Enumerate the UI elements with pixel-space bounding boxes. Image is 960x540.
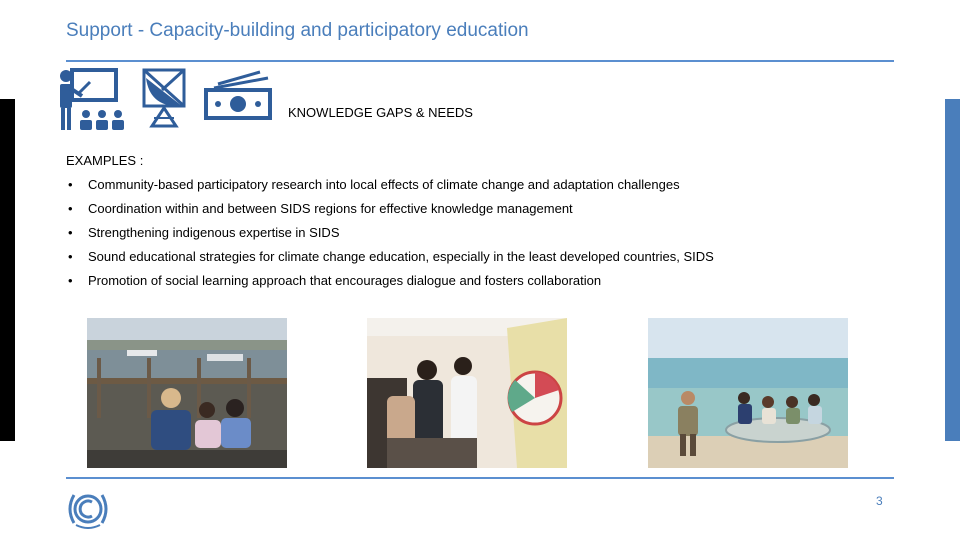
title-divider [66,60,894,62]
satellite-dish-icon [142,68,192,128]
page-number: 3 [876,494,883,508]
footer-divider [66,477,894,479]
unfccc-logo [64,487,112,529]
money-banknote-icon [202,68,274,122]
left-edge-bar [0,99,15,441]
list-item: • Sound educational strategies for climate change education, especially in the least developed countries, SIDS [66,248,714,272]
section-label: KNOWLEDGE GAPS & NEEDS [288,105,473,120]
photo-exhibition-visitors [367,318,567,468]
photo-beach-dinghy [648,318,848,468]
photo-harbor-children [87,318,287,468]
examples-list [66,176,714,296]
teacher-presentation-icon [56,66,128,132]
right-edge-bar [945,99,960,441]
icon-row [56,66,276,132]
list-item: • Coordination within and between SIDS regions for effective knowledge management [66,200,714,224]
slide-title: Support - Capacity-building and participatory education [66,20,529,41]
list-item: • Strengthening indigenous expertise in SIDS [66,224,714,248]
examples-heading: EXAMPLES : [66,153,144,168]
list-item: • Community-based participatory research into local effects of climate change and adaptation challenges [66,176,714,200]
list-item: • Promotion of social learning approach that encourages dialogue and fosters collaboration [66,272,714,296]
examples-block [66,152,714,296]
